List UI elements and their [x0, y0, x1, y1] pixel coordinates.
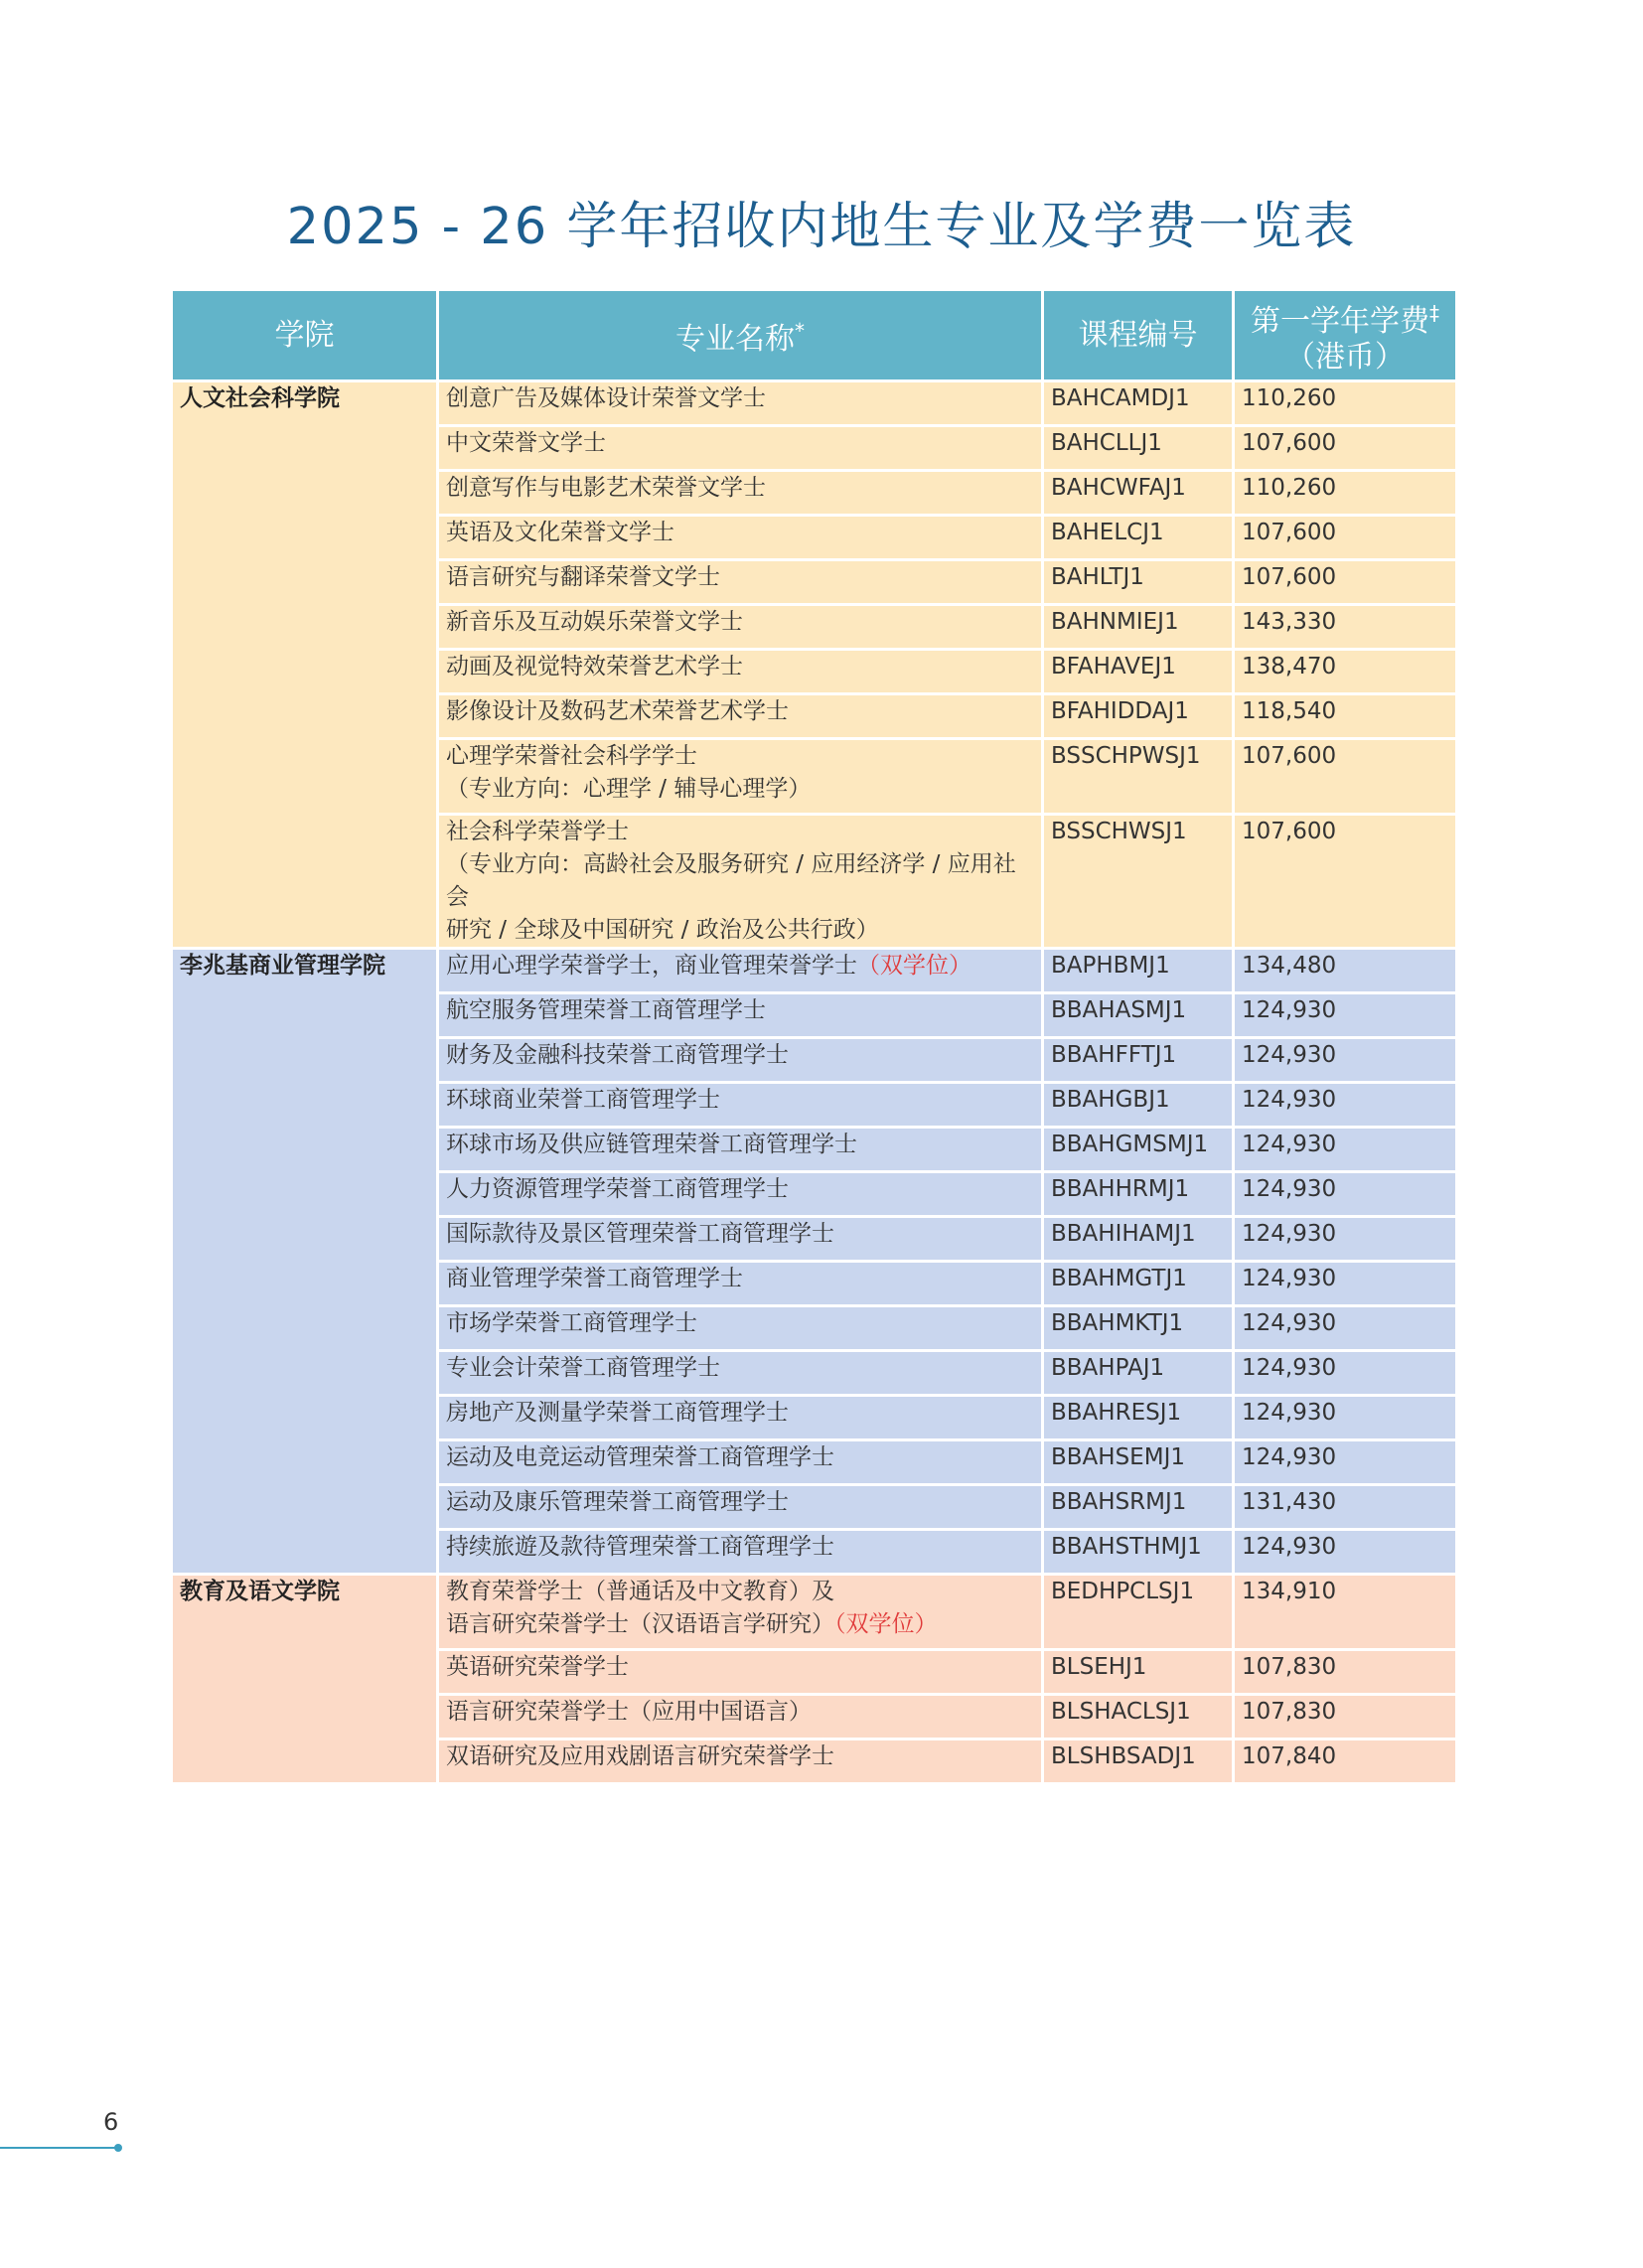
- table-header-row: [172, 290, 1457, 381]
- programme-line: 创意广告及媒体设计荣誉文学士: [446, 385, 766, 411]
- tuition-fee-cell: 138,470: [1234, 650, 1457, 694]
- programme-cell: [438, 471, 1043, 516]
- tuition-fee-cell: 107,600: [1234, 516, 1457, 560]
- course-code-cell: BBAHGBJ1: [1043, 1083, 1234, 1128]
- programme-line: 航空服务管理荣誉工商管理学士: [446, 997, 766, 1023]
- course-code-cell: BFAHAVEJ1: [1043, 650, 1234, 694]
- programme-cell: [438, 694, 1043, 739]
- header-programme-label: 专业名称: [675, 322, 795, 357]
- course-code-cell: BLSHBSADJ1: [1043, 1739, 1234, 1784]
- page-number-rule: [0, 2147, 119, 2149]
- programme-line: 人力资源管理学荣誉工商管理学士: [446, 1176, 789, 1202]
- course-code-cell: BLSEHJ1: [1043, 1650, 1234, 1695]
- programme-line: 社会科学荣誉学士: [446, 819, 629, 844]
- tuition-fee-cell: 124,930: [1234, 1083, 1457, 1128]
- programme-cell: [438, 1575, 1043, 1650]
- page-number: 6: [103, 2108, 119, 2136]
- tuition-fee-cell: 124,930: [1234, 1217, 1457, 1262]
- programme-line: 语言研究荣誉学士（应用中国语言）: [446, 1699, 812, 1725]
- programme-line: 运动及康乐管理荣誉工商管理学士: [446, 1489, 789, 1515]
- faculty-cell: 教育及语文学院: [172, 1575, 438, 1784]
- course-code-cell: BFAHIDDAJ1: [1043, 694, 1234, 739]
- course-code-cell: BAHCAMDJ1: [1043, 381, 1234, 426]
- header-programme: [438, 290, 1043, 381]
- course-code-cell: BBAHMKTJ1: [1043, 1306, 1234, 1351]
- programme-cell: [438, 1217, 1043, 1262]
- programme-cell: [438, 1396, 1043, 1440]
- header-programme-mark: *: [795, 319, 805, 343]
- programme-cell: [438, 993, 1043, 1038]
- dual-degree-tag: （双学位）: [834, 1611, 938, 1637]
- programme-cell: [438, 1172, 1043, 1217]
- tuition-fee-cell: 134,910: [1234, 1575, 1457, 1650]
- programme-line: 影像设计及数码艺术荣誉艺术学士: [446, 698, 789, 724]
- programme-line: 持续旅遊及款待管理荣誉工商管理学士: [446, 1534, 834, 1560]
- header-faculty: [172, 290, 438, 381]
- header-fee-mark: ‡: [1429, 301, 1439, 325]
- dual-degree-tag: （双学位）: [857, 953, 971, 979]
- programme-line: 英语及文化荣誉文学士: [446, 520, 674, 545]
- tuition-fee-cell: 124,930: [1234, 1530, 1457, 1575]
- programme-line: 研究 / 全球及中国研究 / 政治及公共行政）: [446, 917, 879, 943]
- course-code-cell: BLSHACLSJ1: [1043, 1695, 1234, 1739]
- table-row: [172, 381, 1457, 426]
- programme-line: 新音乐及互动娱乐荣誉文学士: [446, 609, 743, 635]
- table-row: [172, 1575, 1457, 1650]
- tuition-fee-cell: 110,260: [1234, 471, 1457, 516]
- tuition-fee-cell: 124,930: [1234, 1038, 1457, 1083]
- course-code-cell: BSSCHPWSJ1: [1043, 739, 1234, 815]
- course-code-cell: BBAHGMSMJ1: [1043, 1128, 1234, 1172]
- header-fee-label: 第一学年学费: [1251, 304, 1429, 339]
- programme-line: 心理学荣誉社会科学学士: [446, 743, 697, 769]
- course-code-cell: BBAHRESJ1: [1043, 1396, 1234, 1440]
- programme-line: 国际款待及景区管理荣誉工商管理学士: [446, 1221, 834, 1247]
- tuition-fee-cell: 124,930: [1234, 1172, 1457, 1217]
- programme-line: 应用心理学荣誉学士，商业管理荣誉学士: [446, 953, 857, 979]
- programme-cell: [438, 1351, 1043, 1396]
- header-fee-currency: （港币）: [1285, 340, 1405, 375]
- programme-cell: [438, 1128, 1043, 1172]
- tuition-fee-cell: 107,600: [1234, 560, 1457, 605]
- course-code-cell: BAHNMIEJ1: [1043, 605, 1234, 650]
- course-code-cell: BBAHSRMJ1: [1043, 1485, 1234, 1530]
- course-code-cell: BBAHASMJ1: [1043, 993, 1234, 1038]
- faculty-group-education: [172, 1575, 1457, 1784]
- faculty-cell: 李兆基商业管理学院: [172, 949, 438, 1575]
- table-row: [172, 949, 1457, 993]
- course-code-cell: BBAHSTHMJ1: [1043, 1530, 1234, 1575]
- programme-line: 创意写作与电影艺术荣誉文学士: [446, 475, 766, 501]
- page-number-dot: [114, 2144, 122, 2152]
- programme-line: 市场学荣誉工商管理学士: [446, 1310, 697, 1336]
- programme-line: 中文荣誉文学士: [446, 430, 606, 456]
- programme-line: （专业方向：心理学 / 辅导心理学）: [446, 776, 812, 802]
- programme-cell: [438, 1650, 1043, 1695]
- faculty-group-humanities: [172, 381, 1457, 949]
- programme-line: 商业管理学荣誉工商管理学士: [446, 1266, 743, 1291]
- programme-fee-table: [170, 288, 1458, 1785]
- programme-line: 运动及电竞运动管理荣誉工商管理学士: [446, 1444, 834, 1470]
- programme-cell: [438, 1038, 1043, 1083]
- tuition-fee-cell: 118,540: [1234, 694, 1457, 739]
- course-code-cell: BEDHPCLSJ1: [1043, 1575, 1234, 1650]
- course-code-cell: BBAHSEMJ1: [1043, 1440, 1234, 1485]
- programme-cell: [438, 1530, 1043, 1575]
- tuition-fee-cell: 124,930: [1234, 1351, 1457, 1396]
- tuition-fee-cell: 124,930: [1234, 1128, 1457, 1172]
- tuition-fee-cell: 107,830: [1234, 1650, 1457, 1695]
- programme-cell: [438, 1262, 1043, 1306]
- tuition-fee-cell: 107,840: [1234, 1739, 1457, 1784]
- programme-line: （专业方向：高龄社会及服务研究 / 应用经济学 / 应用社会: [446, 851, 1016, 910]
- tuition-fee-cell: 124,930: [1234, 993, 1457, 1038]
- programme-cell: [438, 1440, 1043, 1485]
- tuition-fee-cell: 107,600: [1234, 739, 1457, 815]
- tuition-fee-cell: 124,930: [1234, 1396, 1457, 1440]
- header-code-label: 课程编号: [1078, 317, 1198, 353]
- programme-cell: [438, 560, 1043, 605]
- tuition-fee-cell: 124,930: [1234, 1262, 1457, 1306]
- course-code-cell: BBAHPAJ1: [1043, 1351, 1234, 1396]
- programme-line: 专业会计荣誉工商管理学士: [446, 1355, 720, 1381]
- course-code-cell: BBAHMGTJ1: [1043, 1262, 1234, 1306]
- course-code-cell: BAHCWFAJ1: [1043, 471, 1234, 516]
- programme-cell: [438, 815, 1043, 949]
- page-title: 2025 - 26 学年招收内地生专业及学费一览表: [286, 198, 1357, 256]
- header-fee: [1234, 290, 1457, 381]
- tuition-fee-cell: 107,600: [1234, 815, 1457, 949]
- programme-cell: [438, 1306, 1043, 1351]
- programme-line: 财务及金融科技荣誉工商管理学士: [446, 1042, 789, 1068]
- course-code-cell: BAHCLLJ1: [1043, 426, 1234, 471]
- tuition-fee-cell: 124,930: [1234, 1306, 1457, 1351]
- tuition-fee-cell: 124,930: [1234, 1440, 1457, 1485]
- tuition-fee-cell: 143,330: [1234, 605, 1457, 650]
- course-code-cell: BAPHBMJ1: [1043, 949, 1234, 993]
- programme-cell: [438, 949, 1043, 993]
- course-code-cell: BBAHHRMJ1: [1043, 1172, 1234, 1217]
- programme-line: 环球市场及供应链管理荣誉工商管理学士: [446, 1132, 857, 1157]
- programme-line: 教育荣誉学士（普通话及中文教育）及: [446, 1579, 834, 1604]
- programme-cell: [438, 1739, 1043, 1784]
- tuition-fee-cell: 107,600: [1234, 426, 1457, 471]
- programme-cell: [438, 426, 1043, 471]
- header-faculty-label: 学院: [274, 317, 335, 353]
- programme-line: 语言研究荣誉学士（汉语语言学研究）: [446, 1611, 834, 1637]
- programme-cell: [438, 1083, 1043, 1128]
- course-code-cell: BBAHFFTJ1: [1043, 1038, 1234, 1083]
- programme-cell: [438, 1485, 1043, 1530]
- course-code-cell: BAHLTJ1: [1043, 560, 1234, 605]
- tuition-fee-cell: 131,430: [1234, 1485, 1457, 1530]
- tuition-fee-cell: 107,830: [1234, 1695, 1457, 1739]
- tuition-fee-cell: 134,480: [1234, 949, 1457, 993]
- faculty-group-business: [172, 949, 1457, 1575]
- programme-line: 动画及视觉特效荣誉艺术学士: [446, 654, 743, 680]
- tuition-fee-cell: 110,260: [1234, 381, 1457, 426]
- programme-cell: [438, 1695, 1043, 1739]
- header-code: [1043, 290, 1234, 381]
- programme-cell: [438, 605, 1043, 650]
- course-code-cell: BSSCHWSJ1: [1043, 815, 1234, 949]
- programme-line: 英语研究荣誉学士: [446, 1654, 629, 1680]
- course-code-cell: BAHELCJ1: [1043, 516, 1234, 560]
- faculty-cell: 人文社会科学院: [172, 381, 438, 949]
- programme-cell: [438, 516, 1043, 560]
- programme-line: 语言研究与翻译荣誉文学士: [446, 564, 720, 590]
- programme-line: 环球商业荣誉工商管理学士: [446, 1087, 720, 1113]
- programme-cell: [438, 381, 1043, 426]
- course-code-cell: BBAHIHAMJ1: [1043, 1217, 1234, 1262]
- programme-cell: [438, 739, 1043, 815]
- programme-line: 双语研究及应用戏剧语言研究荣誉学士: [446, 1743, 834, 1769]
- programme-line: 房地产及测量学荣誉工商管理学士: [446, 1400, 789, 1426]
- programme-cell: [438, 650, 1043, 694]
